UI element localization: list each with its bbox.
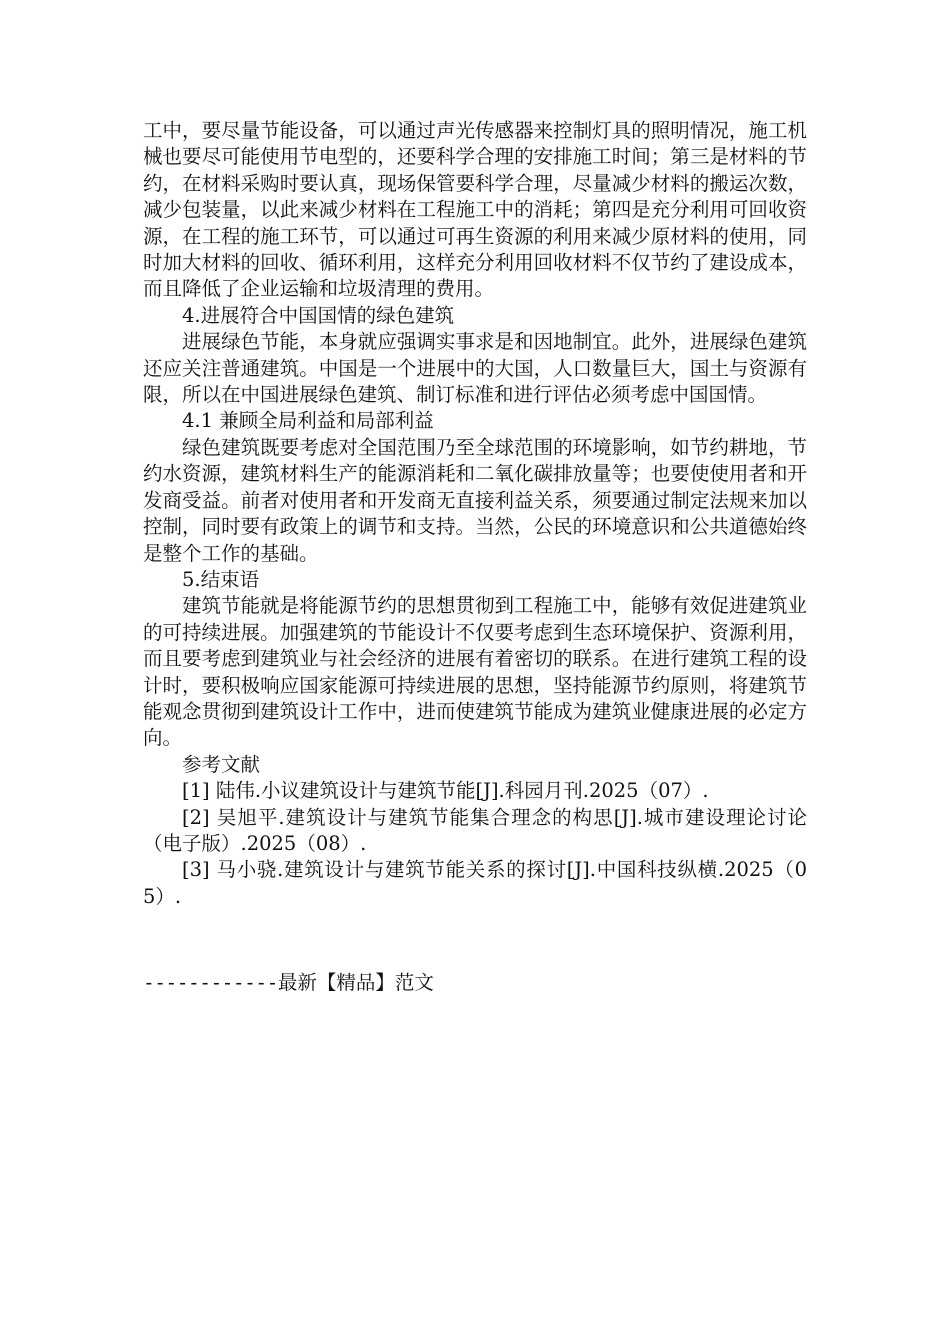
section-heading-4: 4.进展符合中国国情的绿色建筑 — [182, 303, 455, 327]
reference-item-3: [3] 马小骁.建筑设计与建筑节能关系的探讨[J].中国科技纵横.2025（05）. — [143, 858, 807, 908]
references-heading: 参考文献 — [182, 752, 261, 776]
footer-label: 最新【精品】范文 — [277, 971, 434, 994]
reference-item-2: [2] 吴旭平.建筑设计与建筑节能集合理念的构思[J].城市建设理论讨论（电子版）.2025（08）. — [143, 805, 807, 855]
footer-dashes: ------------ — [143, 971, 278, 994]
paragraph-conclusion: 建筑节能就是将能源节约的思想贯彻到工程施工中，能够有效促进建筑业的可持续进展。加强建筑的节能设计不仅要考虑到生态环境保护、资源利用，而且要考虑到建筑业与社会经济的进展有着密切的联系。在进行建筑工程的设计时，要积极响应国家能源可持续进展的思想，坚持能源节约原则，将建筑节能观念贯彻到建筑设计工作中，进而使建筑节能成为建筑业健康进展的必定方向。 — [143, 594, 807, 750]
reference-item-1: [1] 陆伟.小议建筑设计与建筑节能[J].科园月刊.2025（07）. — [182, 779, 709, 803]
paragraph-green-energy: 进展绿色节能，本身就应强调实事求是和因地制宜。此外，进展绿色建筑还应关注普通建筑。中国是一个进展中的大国，人口数量巨大，国土与资源有限，所以在中国进展绿色建筑、制订标准和进行评估必须考虑中国国情。 — [143, 330, 807, 407]
document-body — [143, 118, 807, 910]
footer-tagline — [143, 970, 434, 996]
section-heading-5: 5.结束语 — [182, 567, 260, 591]
paragraph-green-building: 绿色建筑既要考虑对全国范围乃至全球范围的环境影响，如节约耕地，节约水资源，建筑材料生产的能源消耗和二氧化碳排放量等；也要使使用者和开发商受益。前者对使用者和开发商无直接利益关系，须要通过制定法规来加以控制，同时要有政策上的调节和支持。当然，公民的环境意识和公共道德始终是整个工作的基础。 — [143, 435, 807, 565]
paragraph-continuation: 工中，要尽量节能设备，可以通过声光传感器来控制灯具的照明情况，施工机械也要尽可能使用节电型的，还要科学合理的安排施工时间；第三是材料的节约，在材料采购时要认真，现场保管要科学合理，尽量减少材料的搬运次数，减少包装量，以此来减少材料在工程施工中的消耗；第四是充分利用可回收资源，在工程的施工环节，可以通过可再生资源的利用来减少原材料的使用，同时加大材料的回收、循环利用，这样充分利用回收材料不仅节约了建设成本，而且降低了企业运输和垃圾清理的费用。 — [143, 119, 807, 301]
section-heading-4-1: 4.1 兼顾全局利益和局部利益 — [182, 409, 434, 433]
